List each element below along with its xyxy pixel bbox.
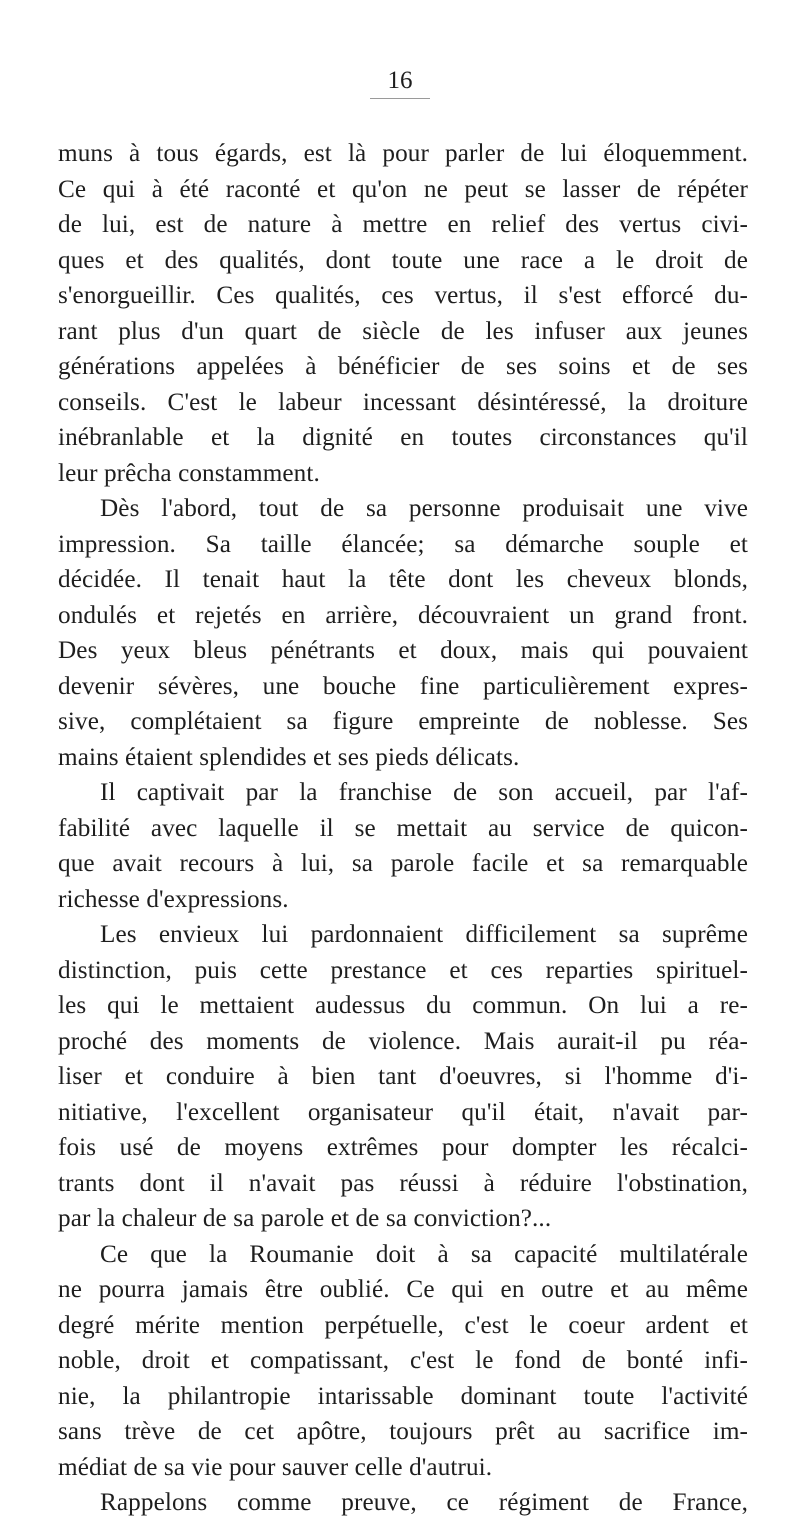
text-line: nitiative, l'excellent organisateur qu'il était, n'avait par-	[58, 1098, 748, 1126]
text-line: devenir sévères, une bouche fine particulièrement expres-	[58, 672, 748, 700]
text-line: rant plus d'un quart de siècle de les infuser aux jeunes	[58, 317, 748, 345]
text-line: décidée. Il tenait haut la tête dont les cheveux blonds,	[58, 566, 748, 593]
text-line: Les envieux lui pardonnaient difficilement sa suprême	[100, 921, 748, 948]
text-line: impression. Sa taille élancée; sa démarche souple et	[58, 530, 748, 558]
text-line: les qui le mettaient audessus du commun. On lui a re-	[58, 992, 748, 1019]
text-line: liser et conduire à bien tant d'oeuvres, si l'homme d'i-	[58, 1063, 748, 1090]
text-line: leur prêcha constamment.	[58, 459, 320, 487]
text-line: ondulés et rejetés en arrière, découvraient un grand front.	[58, 601, 748, 629]
text-line: sans trève de cet apôtre, toujours prêt au sacrifice im-	[58, 1418, 748, 1445]
text-line: Il captivait par la franchise de son accueil, par l'af-	[100, 779, 748, 806]
text-line: fabilité avec laquelle il se mettait au service de quicon-	[58, 814, 748, 842]
text-line: Des yeux bleus pénétrants et doux, mais qui pouvaient	[58, 637, 748, 664]
text-line: médiat de sa vie pour sauver celle d'autrui.	[58, 1453, 493, 1481]
text-line: par la chaleur de sa parole et de sa conviction?...	[58, 1205, 552, 1232]
text-line: degré mérite mention perpétuelle, c'est le coeur ardent et	[58, 1311, 748, 1339]
text-line: ques et des qualités, dont toute une race a le droit de	[58, 246, 748, 274]
text-line: fois usé de moyens extrêmes pour dompter les récalci-	[58, 1134, 748, 1161]
text-line: que avait recours à lui, sa parole facile et sa remarquable	[58, 850, 748, 877]
text-line: inébranlable et la dignité en toutes circonstances qu'il	[58, 424, 748, 451]
page-number: 16	[387, 67, 413, 94]
text-line: richesse d'expressions.	[58, 885, 289, 913]
text-line: nie, la philantropie intarissable dominant toute l'activité	[58, 1382, 748, 1410]
text-line: Rappelons comme preuve, ce régiment de France,	[100, 1489, 748, 1516]
text-line: Ce que la Roumanie doit à sa capacité multilatérale	[100, 1240, 748, 1268]
text-line: s'enorgueillir. Ces qualités, ces vertus, il s'est efforcé du-	[58, 282, 748, 309]
text-line: Dès l'abord, tout de sa personne produisait une vive	[100, 495, 748, 522]
text-line: générations appelées à bénéficier de ses soins et de ses	[58, 353, 748, 380]
text-line: de lui, est de nature à mettre en relief des vertus civi-	[58, 211, 748, 238]
text-line: conseils. C'est le labeur incessant désintéressé, la droiture	[58, 388, 748, 416]
text-line: proché des moments de violence. Mais aurait-il pu réa-	[58, 1027, 748, 1055]
text-line: Ce qui à été raconté et qu'on ne peut se lasser de répéter	[58, 175, 748, 203]
text-line: muns à tous égards, est là pour parler de lui éloquemment.	[58, 140, 748, 167]
text-line: noble, droit et compatissant, c'est le fond de bonté infi-	[58, 1347, 748, 1374]
body-text	[58, 136, 748, 1521]
text-line: ne pourra jamais être oublié. Ce qui en outre et au même	[58, 1276, 748, 1303]
text-line: distinction, puis cette prestance et ces reparties spirituel-	[58, 956, 748, 984]
text-line: sive, complétaient sa figure empreinte de noblesse. Ses	[58, 708, 748, 735]
header-rule	[370, 98, 430, 99]
text-line: mains étaient splendides et ses pieds délicats.	[58, 743, 520, 771]
text-line: trants dont il n'avait pas réussi à réduire l'obstination,	[58, 1169, 748, 1197]
